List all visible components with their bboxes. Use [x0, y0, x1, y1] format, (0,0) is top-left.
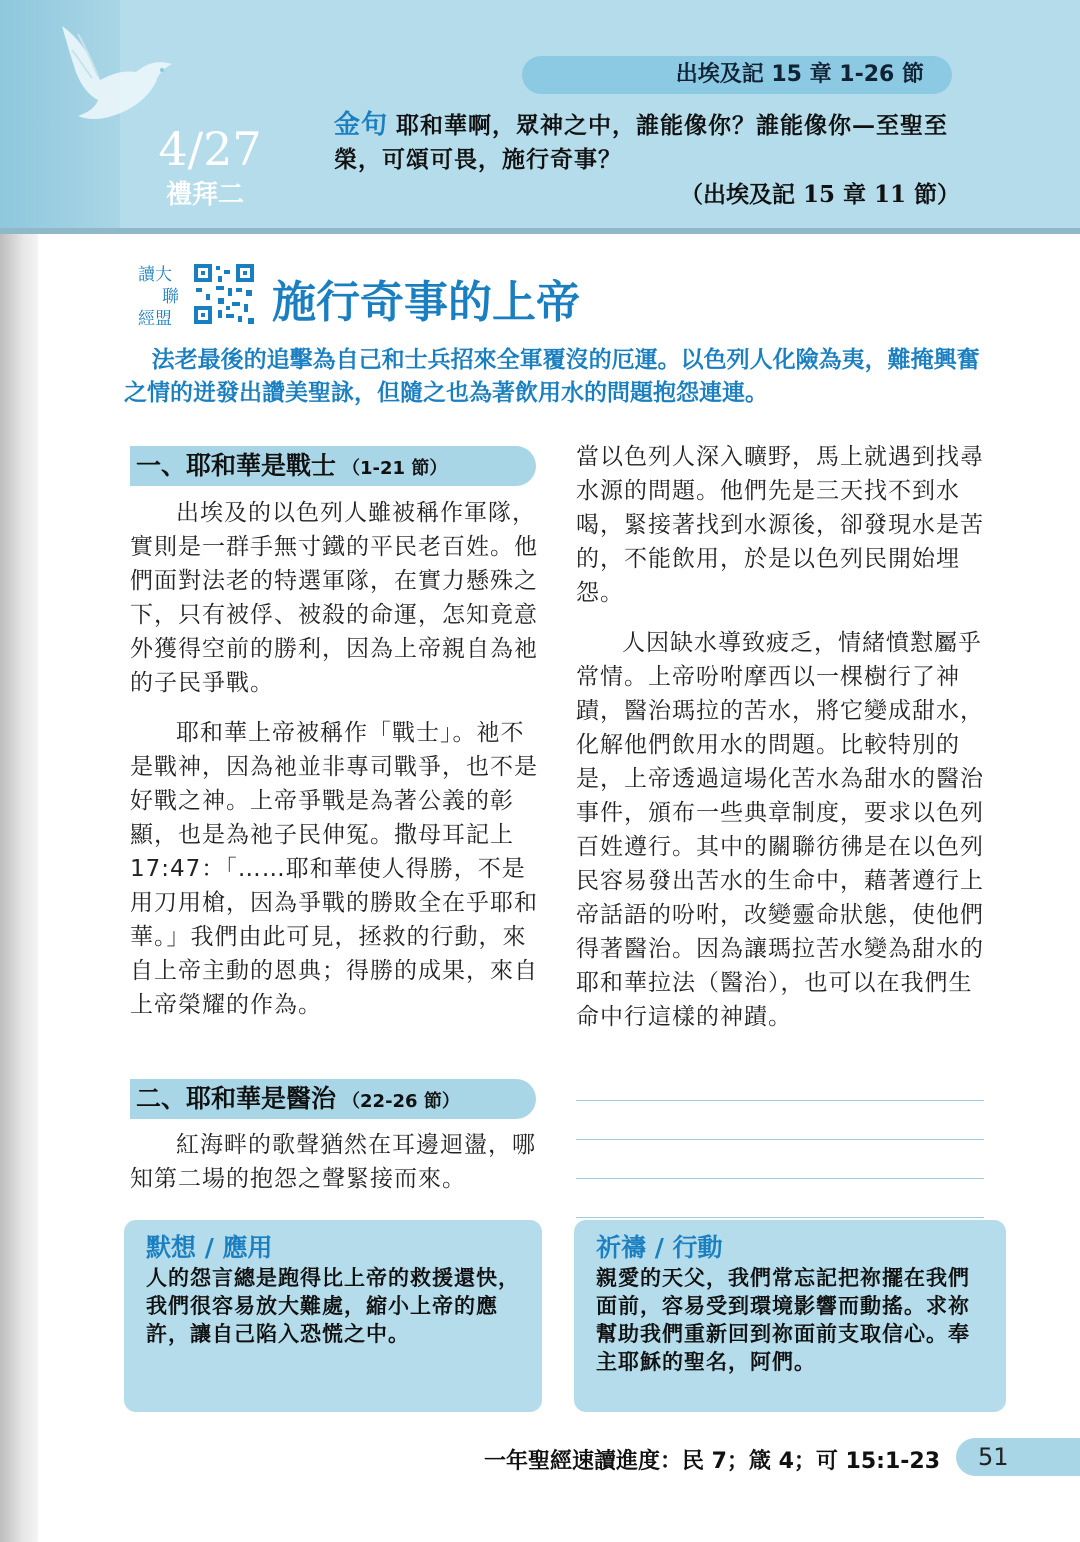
golden-verse-text: 耶和華啊，眾神之中，誰能像你？誰能像你—至聖至榮，可頌可畏，施行奇事？: [334, 112, 949, 173]
left-column-section2: [130, 1128, 538, 1212]
golden-verse: [334, 108, 974, 177]
reading-plan: 一年聖經速讀進度：民 7；箴 4；可 15:1-23: [483, 1449, 940, 1474]
golden-verse-reference: （出埃及記 15 章 11 節）: [680, 181, 961, 208]
prayer-box: [574, 1220, 1006, 1412]
qr-label-line2: 聯: [162, 287, 179, 307]
section1-verses: （1-21 節）: [342, 458, 448, 479]
right-paragraph2: 人因缺水導致疲乏，情緒憤懟屬乎常情。上帝吩咐摩西以一棵樹行了神蹟，醫治瑪拉的苦水，將它變成甜水，化解他們飲用水的問題。比較特別的是，上帝透過這場化苦水為甜水的醫治事件，頒布一些典章制度，要求以色列百姓遵行。其中的關聯彷彿是在以色列民容易發出苦水的生命中，藉著遵行上帝話語的吩咐，改變靈命狀態，使他們得著醫治。因為讓瑪拉苦水變為甜水的耶和華拉法（醫治），也可以在我們生命中行這樣的神蹟。: [576, 630, 984, 1030]
note-line: [576, 1217, 984, 1218]
section1-paragraph1: 出埃及的以色列人雖被稱作軍隊，實則是一群手無寸鐵的平民老百姓。他們面對法老的特選軍隊，在實力懸殊之下，只有被俘、被殺的命運，怎知竟意外獲得空前的勝利，因為上帝親自為祂的子民爭戰。: [130, 500, 538, 696]
page-number: 51: [956, 1438, 1080, 1476]
weekday-label: 禮拜二: [165, 180, 244, 210]
prayer-heading: 祈禱 / 行動: [596, 1233, 723, 1262]
header-divider: [0, 228, 1080, 234]
section1-paragraph2: 耶和華上帝被稱作「戰士」。祂不是戰神，因為祂並非專司戰爭，也不是好戰之神。上帝爭戰是為著公義的彰顯，也是為祂子民伸冤。撒母耳記上 17:47：「……耶和華使人得勝，不是用刀用槍，因為爭戰的勝敗全在乎耶和華。」我們由此可見，拯救的行動，來自上帝主動的恩典；得勝的成果，來自上帝榮耀的作為。: [130, 720, 538, 1018]
qr-label-line3: 經盟: [138, 309, 172, 329]
article-title: 施行奇事的上帝: [272, 277, 580, 328]
section2-title: 二、耶和華是醫治: [136, 1084, 337, 1113]
note-line: [576, 1178, 984, 1179]
article-intro: 法老最後的追擊為自己和士兵招來全軍覆沒的厄運。以色列人化險為夷，難掩興奮之情的迸發出讚美聖詠，但隨之也為著飲用水的問題抱怨連連。: [124, 347, 980, 406]
section1-title: 一、耶和華是戰士: [136, 451, 337, 480]
section2-verses: （22-26 節）: [342, 1091, 460, 1112]
meditation-box: [124, 1220, 542, 1412]
meditation-heading: 默想 / 應用: [146, 1233, 273, 1262]
note-line: [576, 1139, 984, 1140]
prayer-text: 親愛的天父，我們常忘記把祢擺在我們面前，容易受到環境影響而動搖。求祢幫助我們重新回到祢面前支取信心。奉主耶穌的聖名，阿們。: [596, 1265, 970, 1374]
golden-verse-label: 金句: [334, 110, 389, 140]
section1-heading: [130, 446, 536, 486]
meditation-text: 人的怨言總是跑得比上帝的救援還快，我們很容易放大難處，縮小上帝的應許，讓自己陷入恐慌之中。: [146, 1265, 520, 1346]
note-line: [576, 1100, 984, 1101]
qr-label-line1: 讀大: [138, 265, 172, 285]
scripture-reference-pill: 出埃及記 15 章 1-26 節: [522, 56, 952, 94]
left-column-section1: [130, 496, 538, 1038]
right-column: [576, 440, 984, 1050]
right-paragraph1: 當以色列人深入曠野，馬上就遇到找尋水源的問題。他們先是三天找不到水喝，緊接著找到水源後，卻發現水是苦的，不能飲用，於是以色列民開始埋怨。: [576, 444, 984, 606]
qr-code-icon[interactable]: [192, 262, 256, 326]
date-label: 4/27: [158, 122, 262, 176]
section2-paragraph1: 紅海畔的歌聲猶然在耳邊迴盪，哪知第二場的抱怨之聲緊接而來。: [130, 1132, 536, 1192]
qr-label: [138, 264, 186, 330]
section2-heading: [130, 1079, 536, 1119]
